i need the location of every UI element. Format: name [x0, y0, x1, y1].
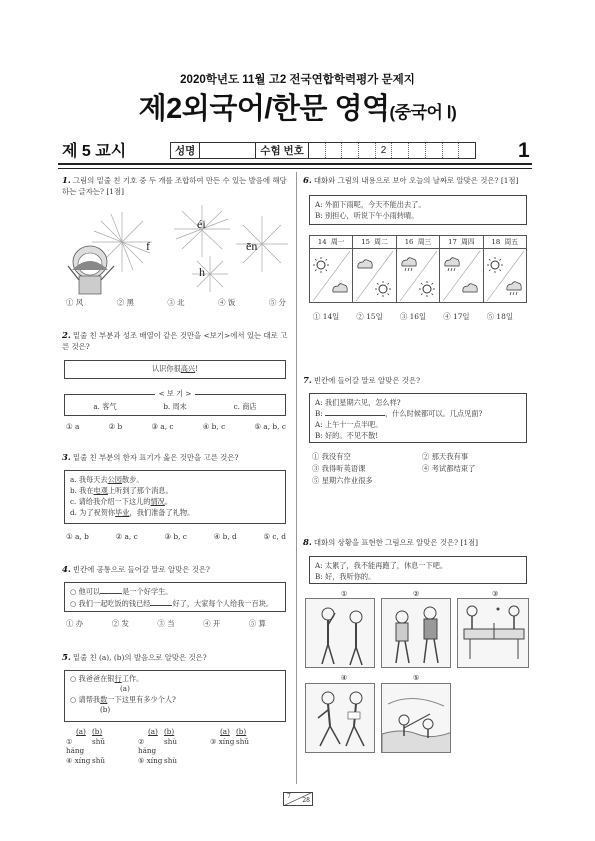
option[interactable]: ③ 当 [157, 619, 175, 628]
syllable-h: h [199, 265, 205, 279]
q7-dialog-box: A: 我们星期六见，怎么样? B: ，什么时候都可以。几点见面? A: 上午十一点半吧。 B: 好的。不见不散! [309, 393, 527, 443]
exam-line: 2020학년도 11월 고2 전국연합학력평가 문제지 [180, 74, 415, 86]
option[interactable]: ⑤ c, d [263, 532, 286, 541]
option[interactable]: ③ 我得听英语课 [312, 463, 366, 473]
number-digit[interactable] [392, 143, 409, 158]
option[interactable]: ① a, b [66, 532, 89, 541]
sentence-pre: 认识你很 [151, 364, 181, 373]
question-8 [303, 538, 531, 549]
picture-running[interactable] [305, 683, 375, 753]
bogi-item: a. 客气 [93, 402, 117, 411]
option[interactable]: ④ b, c [202, 422, 226, 431]
rain-icon [402, 258, 416, 271]
cloud-icon [333, 284, 347, 292]
sun-icon [375, 281, 391, 297]
option[interactable]: ⑤ a, b, c [254, 422, 286, 431]
subject-title [0, 90, 595, 129]
question-number: 4. [62, 565, 71, 575]
sentence-underlined: 高兴 [180, 364, 196, 373]
blank [100, 587, 122, 594]
option[interactable]: ③ b, c [164, 532, 187, 541]
column-divider [296, 172, 297, 784]
picture-label: ④ [341, 673, 348, 682]
picture-label: ③ [492, 589, 499, 598]
option[interactable]: ④ 开 [203, 619, 221, 628]
option[interactable]: ③ a, c [151, 422, 174, 431]
subject-sub: (중국어 Ⅰ) [389, 103, 457, 122]
syllable-f: f [146, 239, 150, 253]
q6-dialog-box: A: 外面下雨呢，今天不能出去了。 B: 别担心，听说下午小雨转晴。 [309, 195, 527, 225]
page-current: 7 [287, 793, 291, 800]
rain-icon [506, 282, 520, 295]
header-rule [58, 163, 532, 165]
question-7 [303, 376, 531, 387]
weather-calendar [309, 235, 527, 303]
option[interactable]: ① 办 [66, 619, 84, 628]
question-number: 3. [62, 453, 71, 463]
q8-dialog-box: A: 太累了，我不能再跑了，休息一下吧。 B: 好，我听你的。 [309, 556, 527, 584]
sentence-b: b. 我在电观上听到了那个消息。 [70, 486, 173, 496]
mark-b: (b) [100, 705, 111, 715]
option[interactable]: ② a, c [115, 532, 138, 541]
option[interactable]: ① háng [66, 736, 85, 756]
option[interactable]: ① 风 [66, 298, 84, 307]
page-number: 1 [518, 139, 530, 162]
option[interactable]: ② 那天我有事 [422, 452, 469, 461]
option[interactable]: ② 黑 [116, 298, 134, 307]
picture-drinking-water[interactable] [305, 598, 375, 668]
question-2 [62, 331, 290, 352]
day-column: 17 周四 [440, 236, 483, 302]
question-3 [62, 453, 290, 464]
option[interactable]: ① 我没有空 [312, 452, 351, 461]
number-digit[interactable] [409, 143, 426, 158]
question-text: 대화와 그림의 내용으로 보아 오늘의 날짜로 알맞은 것은? [1점] [313, 176, 519, 185]
cloud-icon [358, 260, 372, 268]
question-4 [62, 565, 290, 576]
question-text: 대화의 상황을 표현한 그림으로 알맞은 것은? [1점] [313, 538, 479, 547]
option[interactable]: ④ 饭 [218, 298, 236, 307]
picture-label: ② [413, 589, 420, 598]
girl-figure [68, 246, 114, 294]
option[interactable]: ⑤ 星期六作业很多 [312, 475, 373, 485]
page-total: 28 [302, 796, 310, 804]
q2-options [66, 422, 286, 432]
picture-fishing[interactable] [381, 683, 451, 753]
option[interactable]: ② b [108, 422, 123, 431]
sentence-d: d. 为了祝贺你毕业，我们准备了礼物。 [70, 508, 195, 518]
question-number: 2. [62, 331, 71, 341]
question-text: 빈칸에 들어갈 말로 알맞은 것은? [313, 376, 421, 385]
picture-label: ① [341, 589, 348, 598]
question-number: 6. [303, 176, 312, 186]
option[interactable]: ② 15일 [356, 312, 383, 321]
day-column: 15 周二 [353, 236, 396, 302]
option[interactable]: ③ 北 [167, 298, 185, 307]
option[interactable]: ⑤ xíng [138, 756, 163, 766]
q3-sentences-box [64, 470, 286, 524]
option[interactable]: ④ 17일 [443, 312, 470, 321]
q2-sentence-box [64, 360, 286, 379]
q4-options [66, 619, 266, 629]
option[interactable]: ④ b, d [213, 532, 237, 541]
question-number: 8. [303, 538, 312, 548]
question-text: 밑줄 친 (a), (b)의 발음으로 알맞은 것은? [72, 653, 207, 662]
blank [150, 599, 172, 606]
option[interactable]: ④ xíng [66, 756, 91, 766]
syllable-en: ēn [246, 239, 258, 253]
q3-options [66, 532, 286, 542]
option[interactable]: ⑤ 算 [248, 619, 266, 628]
question-1 [62, 176, 290, 197]
option[interactable]: ① 14일 [313, 312, 340, 321]
sun-icon [487, 257, 503, 273]
mark-a: (a) [120, 684, 130, 694]
question-6 [303, 176, 531, 187]
sun-icon [313, 257, 329, 273]
day-column: 14 周一 [310, 236, 353, 302]
number-digit[interactable] [359, 143, 376, 158]
blank [325, 409, 385, 416]
q6-options [313, 312, 513, 322]
rain-icon [445, 258, 459, 271]
day-column: 16 周三 [397, 236, 440, 302]
number-digit[interactable] [309, 143, 326, 158]
question-number: 1. [62, 176, 71, 186]
day-column: 18 周五 [484, 236, 526, 302]
number-digit[interactable]: 2 [376, 143, 393, 158]
option[interactable]: ⑤ 分 [268, 298, 286, 307]
picture-label: ⑤ [413, 673, 420, 682]
picture-table-tennis[interactable] [457, 598, 529, 668]
number-digit[interactable] [326, 143, 343, 158]
q5-sentences-box: ○ 我爸爸在银行工作。 (a) ○ 请帮我数一下这里有多少个人? (b) [64, 670, 286, 722]
number-digit[interactable] [426, 143, 443, 158]
question-text: 그림의 밑줄 친 기호 중 두 개를 조합하여 만든 수 있는 발음에 해당하는 글자는? [1점] [62, 176, 287, 197]
info-bar [170, 142, 476, 159]
picture-hiking[interactable] [381, 598, 451, 668]
sun-icon [419, 281, 435, 297]
number-digit[interactable] [459, 143, 475, 158]
option[interactable]: ⑤ 18일 [486, 312, 513, 321]
sentence-c: c. 请给我介绍一下这儿的情况。 [70, 497, 173, 507]
bogi-item: c. 商店 [233, 402, 257, 411]
bogi-item: b. 周末 [163, 402, 187, 411]
syllable-ei: éi [197, 217, 206, 231]
question-text: 빈칸에 공통으로 들어갈 말로 알맞은 것은? [72, 565, 210, 574]
cloud-icon [463, 284, 477, 292]
option[interactable]: ② 发 [111, 619, 129, 628]
number-digit[interactable] [443, 143, 460, 158]
question-text: 밑줄 친 부분의 한자 표기가 옳은 것만을 고른 것은? [72, 453, 239, 462]
option[interactable]: ④ 考试都结束了 [422, 463, 476, 473]
question-5 [62, 653, 290, 664]
q7-options [312, 452, 527, 486]
period-label: 제 5 교시 [62, 143, 127, 160]
subject-main: 제2외국어/한문 영역 [138, 93, 390, 125]
option[interactable]: ② háng [138, 736, 157, 756]
sentence-a: a. 我每天去公园散步。 [70, 475, 144, 484]
name-label: 성명 [171, 143, 200, 158]
option[interactable]: ③ 16일 [399, 312, 427, 321]
q4-sentences-box: ○ 他可以 是一个好学生。 ○ 我们一起吃饭的钱已经 好了，大家每个人给我一百块。 [64, 582, 286, 612]
question-text: 밑줄 친 부분과 성조 배열이 같은 것만을 <보기>에서 있는 대로 고른 것은? [62, 331, 288, 352]
bogi-box [64, 389, 286, 416]
name-field[interactable] [200, 143, 256, 158]
bogi-title: < 보 기 > [155, 389, 196, 398]
q5-options: (a) (b) (a) (b) (a) (b) ① háng shǔ ② háng shù ③ xíng shǔ ④ xíng shǔ ⑤ xíng shù [66, 727, 249, 766]
option[interactable]: ① a [66, 422, 80, 431]
question-number: 5. [62, 653, 71, 663]
question-number: 7. [303, 376, 312, 386]
sentence-post: ! [195, 364, 199, 373]
page-counter [283, 792, 313, 806]
q1-options [66, 298, 286, 308]
option[interactable]: ③ xíng [210, 736, 235, 746]
header-rule-thin [58, 168, 532, 169]
number-label: 수험 번호 [256, 143, 309, 158]
number-digit[interactable] [342, 143, 359, 158]
